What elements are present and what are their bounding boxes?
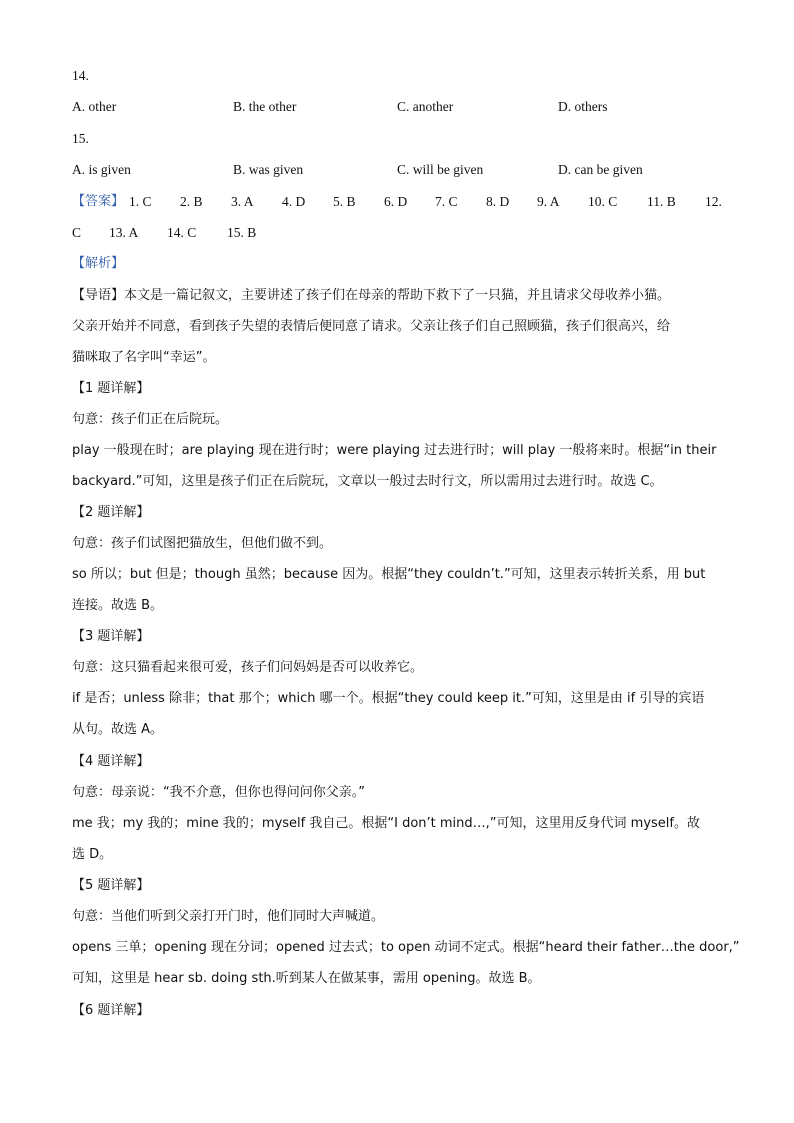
q14-option-b: B. the other <box>233 99 297 114</box>
detail-meaning: 句意：当他们听到父亲打开门时，他们同时大声喊道。 <box>72 909 385 924</box>
answer-item: 11. B <box>647 194 676 209</box>
answer-item: 3. A <box>231 194 254 209</box>
answer-item: 1. C <box>129 194 152 209</box>
answer-item: 4. D <box>282 194 306 209</box>
answer-item: 15. B <box>227 225 257 240</box>
answer-item: 8. D <box>486 194 510 209</box>
detail-meaning: 句意：孩子们试图把猫放生，但他们做不到。 <box>72 536 333 551</box>
answer-item: 7. C <box>435 194 458 209</box>
detail-meaning: 句意：这只猫看起来很可爱，孩子们问妈妈是否可以收养它。 <box>72 660 424 675</box>
q15-option-a: A. is given <box>72 162 131 177</box>
detail-explanation: me 我；my 我的；mine 我的；myself 我自己。根据“I don’t mind…,”可知，这里用反身代词 myself。故 <box>72 816 700 831</box>
answer-item: C <box>72 225 82 240</box>
detail-meaning: 句意：母亲说：“我不介意，但你也得问问你父亲。” <box>72 785 365 800</box>
question-14-number: 14. <box>72 68 89 83</box>
answer-item: 9. A <box>537 194 560 209</box>
answer-item: 5. B <box>333 194 356 209</box>
detail-heading: 【4 题详解】 <box>72 754 150 769</box>
detail-explanation: opens 三单；opening 现在分词；opened 过去式；to open 动词不定式。根据“heard their father…the door,” <box>72 940 740 955</box>
detail-explanation: 连接。故选 B。 <box>72 598 164 613</box>
detail-heading: 【1 题详解】 <box>72 381 150 396</box>
detail-explanation: 从句。故选 A。 <box>72 722 164 737</box>
answer-item: 6. D <box>384 194 408 209</box>
detail-explanation: so 所以；but 但是；though 虽然；because 因为。根据“they couldn’t.”可知，这里表示转折关系，用 but <box>72 567 706 582</box>
intro-line: 【导语】本文是一篇记叙文，主要讲述了孩子们在母亲的帮助下救下了一只猫，并且请求父母收养小猫。 <box>72 288 671 303</box>
analysis-label: 【解析】 <box>72 256 125 271</box>
answer-item: 13. A <box>109 225 139 240</box>
detail-heading: 【5 题详解】 <box>72 878 150 893</box>
intro-line: 父亲开始并不同意，看到孩子失望的表情后便同意了请求。父亲让孩子们自己照顾猫，孩子们很高兴，给 <box>72 319 671 334</box>
detail-explanation: if 是否；unless 除非；that 那个；which 哪一个。根据“they could keep it.”可知，这里是由 if 引导的宾语 <box>72 691 705 706</box>
intro-line: 猫咪取了名字叫“幸运”。 <box>72 350 216 365</box>
answer-item: 12. <box>705 194 722 209</box>
detail-explanation: 可知，这里是 hear sb. doing sth.听到某人在做某事，需用 opening。故选 B。 <box>72 971 541 986</box>
detail-heading: 【3 题详解】 <box>72 629 150 644</box>
detail-meaning: 句意：孩子们正在后院玩。 <box>72 412 229 427</box>
q15-option-d: D. can be given <box>558 162 643 177</box>
q14-option-d: D. others <box>558 99 608 114</box>
detail-explanation: play 一般现在时；are playing 现在进行时；were playing 过去进行时；will play 一般将来时。根据“in their <box>72 443 717 458</box>
q14-option-c: C. another <box>397 99 454 114</box>
answer-item: 2. B <box>180 194 203 209</box>
detail-heading: 【2 题详解】 <box>72 505 150 520</box>
answer-item: 14. C <box>167 225 197 240</box>
detail-explanation: backyard.”可知，这里是孩子们正在后院玩，文章以一般过去时行文，所以需用过去进行时。故选 C。 <box>72 474 663 489</box>
question-15-number: 15. <box>72 131 89 146</box>
detail-heading: 【6 题详解】 <box>72 1003 150 1018</box>
detail-explanation: 选 D。 <box>72 847 113 862</box>
answer-label: 【答案】 <box>72 194 125 209</box>
q15-option-b: B. was given <box>233 162 304 177</box>
answer-item: 10. C <box>588 194 618 209</box>
q15-option-c: C. will be given <box>397 162 484 177</box>
q14-option-a: A. other <box>72 99 117 114</box>
